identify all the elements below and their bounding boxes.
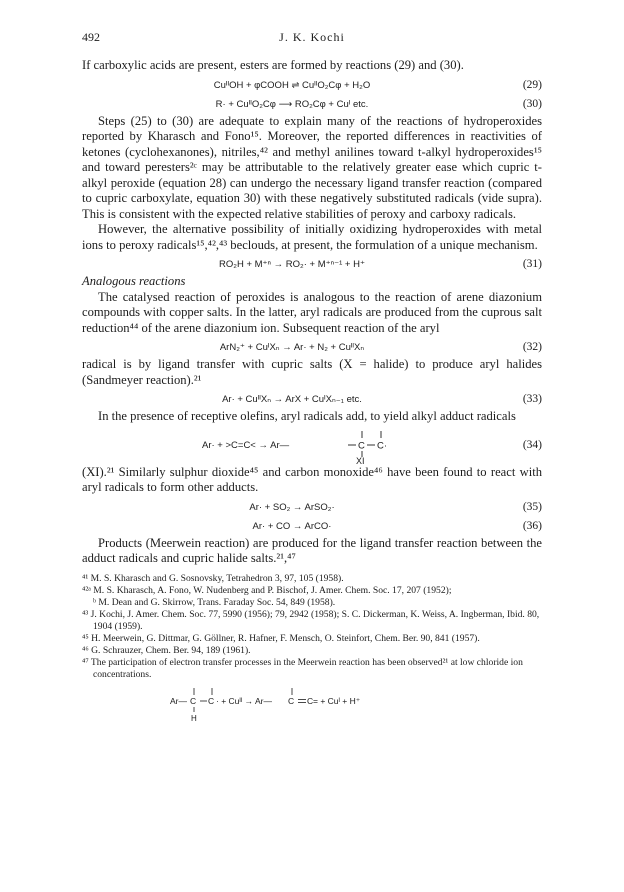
paragraph: radical is by ligand transfer with cupric salts (X = halide) to produce aryl halides (Sandmeyer reaction).²¹ <box>82 357 542 387</box>
carbon-label: C <box>307 695 314 706</box>
equation-number: (30) <box>522 97 542 110</box>
equation-31 <box>82 255 542 272</box>
carbon-label: C <box>288 695 295 706</box>
footnote: ⁴⁵ H. Meerwein, G. Dittmar, G. Göllner, R. Hafner, F. Mensch, O. Steinfort, Chem. Ber. 90, 841 (1957). <box>82 632 480 644</box>
paragraph: Products (Meerwein reaction) are produced for the ligand transfer reaction between the adduct radicals and cupric halide salts.²¹,⁴⁷ <box>82 535 542 565</box>
footnote-structure <box>170 683 430 723</box>
equation-30 <box>82 95 542 112</box>
footnote-equation <box>82 683 542 723</box>
page-header <box>82 30 542 48</box>
carbon-label: C <box>208 695 215 706</box>
equation-35 <box>82 498 542 515</box>
fn-mid: · + Cuᴵᴵ → Ar— <box>216 695 272 706</box>
equation-text: Ar· + SO₂ → ArSO₂· <box>249 501 335 513</box>
equation-29 <box>82 76 542 93</box>
paragraph: If carboxylic acids are present, esters are formed by reactions (29) and (30). <box>82 58 464 72</box>
carbon-label: C <box>358 440 365 451</box>
paragraph: In the presence of receptive olefins, aryl radicals add, to yield alkyl adduct radicals <box>98 409 516 423</box>
equation-34 <box>82 427 542 466</box>
page-body <box>82 58 542 721</box>
paragraph: (XI).²¹ Similarly sulphur dioxide⁴⁵ and carbon monoxide⁴⁶ have been found to react with aryl radicals to form other adducts. <box>82 464 542 494</box>
equation-number: (33) <box>522 393 542 405</box>
fn-rhs: = + Cuᴵ + H⁺ <box>313 695 361 706</box>
equation-text <box>82 438 289 454</box>
equation-number: (31) <box>522 258 542 270</box>
paragraph: However, the alternative possibility of initially oxidizing hydroperoxides with metal ions to peroxy radicals¹⁵,⁴²,⁴³ beclouds, at present, the formulation of a unique mechanism. <box>82 222 542 252</box>
equation-number: (34) <box>522 438 542 451</box>
equation-text: RO₂H + M⁺ⁿ → RO₂· + M⁺ⁿ⁻¹ + H⁺ <box>219 259 365 270</box>
equation-text: Ar· + CO → ArCO· <box>252 520 332 532</box>
equation-number: (35) <box>522 500 542 513</box>
equation-number: (32) <box>522 341 542 353</box>
equation-text: R· + CuᴵᴵO₂Cφ ⟶ RO₂Cφ + Cuᴵ etc. <box>215 98 369 110</box>
hydrogen-label: H <box>191 713 197 723</box>
section-heading: Analogous reactions <box>82 274 186 288</box>
page-number: 492 <box>82 30 100 44</box>
equation-number: (36) <box>522 519 542 532</box>
carbon-label: C· <box>377 440 388 451</box>
equation-lhs: Ar· + >C=C< → Ar— <box>202 439 290 451</box>
fn-lhs: Ar— <box>170 695 187 706</box>
footnote: ⁴¹ M. S. Kharasch and G. Sosnovsky, Tetrahedron 3, 97, 105 (1958). <box>82 572 344 584</box>
footnote: ⁴⁶ G. Schrauzer, Chem. Ber. 94, 189 (1961). <box>82 644 251 656</box>
structure-label: XI <box>356 455 365 466</box>
paragraph: Steps (25) to (30) are adequate to explain many of the reactions of hydroperoxides reported by Kharasch and Fono¹⁵. Moreover, the reported differences in reactivities of ketones (cyclohexanones), nitriles,⁴² and methyl anilines toward t-alkyl hydroperoxides¹⁵ and toward peresters²ᶜ may be attributable to the relatively greater ease which cupric t-alkyl peroxide (equation 28) can undergo the necessary ligand transfer reaction (compared to cupric carboxylate, equation 30) with these negatively substituted radicals (vide supra). This is consistent with the expected relative stabilities of peroxy and carboxy radicals. <box>82 113 542 221</box>
footnotes <box>82 572 542 723</box>
equation-text: CuᴵᴵOH + φCOOH ⇌ CuᴵᴵO₂Cφ + H₂O <box>213 79 371 91</box>
footnote: ⁴³ J. Kochi, J. Amer. Chem. Soc. 77, 5990 (1956); 79, 2942 (1958); S. C. Dickerman, K. Weiss, A. Ingberman, Ibid. 80, 1904 (1959). <box>82 608 540 632</box>
equation-33 <box>82 390 542 407</box>
equation-number: (29) <box>522 78 542 91</box>
equation-text: Ar· + CuᴵᴵXₙ → ArX + CuᴵXₙ₋₁ etc. <box>222 394 362 405</box>
equation-text: ArN₂⁺ + CuᴵXₙ → Ar· + N₂ + CuᴵᴵXₙ <box>219 342 365 353</box>
paragraph: The catalysed reaction of peroxides is analogous to the reaction of arene diazonium compounds with copper salts. In the latter, aryl radicals are produced from the cuprous salt reduction⁴⁴ of the arene diazonium ion. Subsequent reaction of the aryl <box>82 289 542 335</box>
equation-36 <box>82 517 542 534</box>
footnote: ⁴⁷ The participation of electron transfer processes in the Meerwein reaction has been observed²¹ at low chloride ion concentrations. <box>82 656 523 680</box>
footnote: ⁴²ᵃ M. S. Kharasch, A. Fono, W. Nudenberg and P. Bischof, J. Amer. Chem. Soc. 17, 207 (1952); <box>82 584 452 596</box>
running-head: J. K. Kochi <box>279 30 345 44</box>
equation-32 <box>82 338 542 355</box>
footnote: ᵇ M. Dean and G. Skirrow, Trans. Faraday Soc. 54, 849 (1958). <box>93 596 336 608</box>
carbon-label: C <box>190 695 197 706</box>
adduct-radical-structure <box>348 427 418 466</box>
